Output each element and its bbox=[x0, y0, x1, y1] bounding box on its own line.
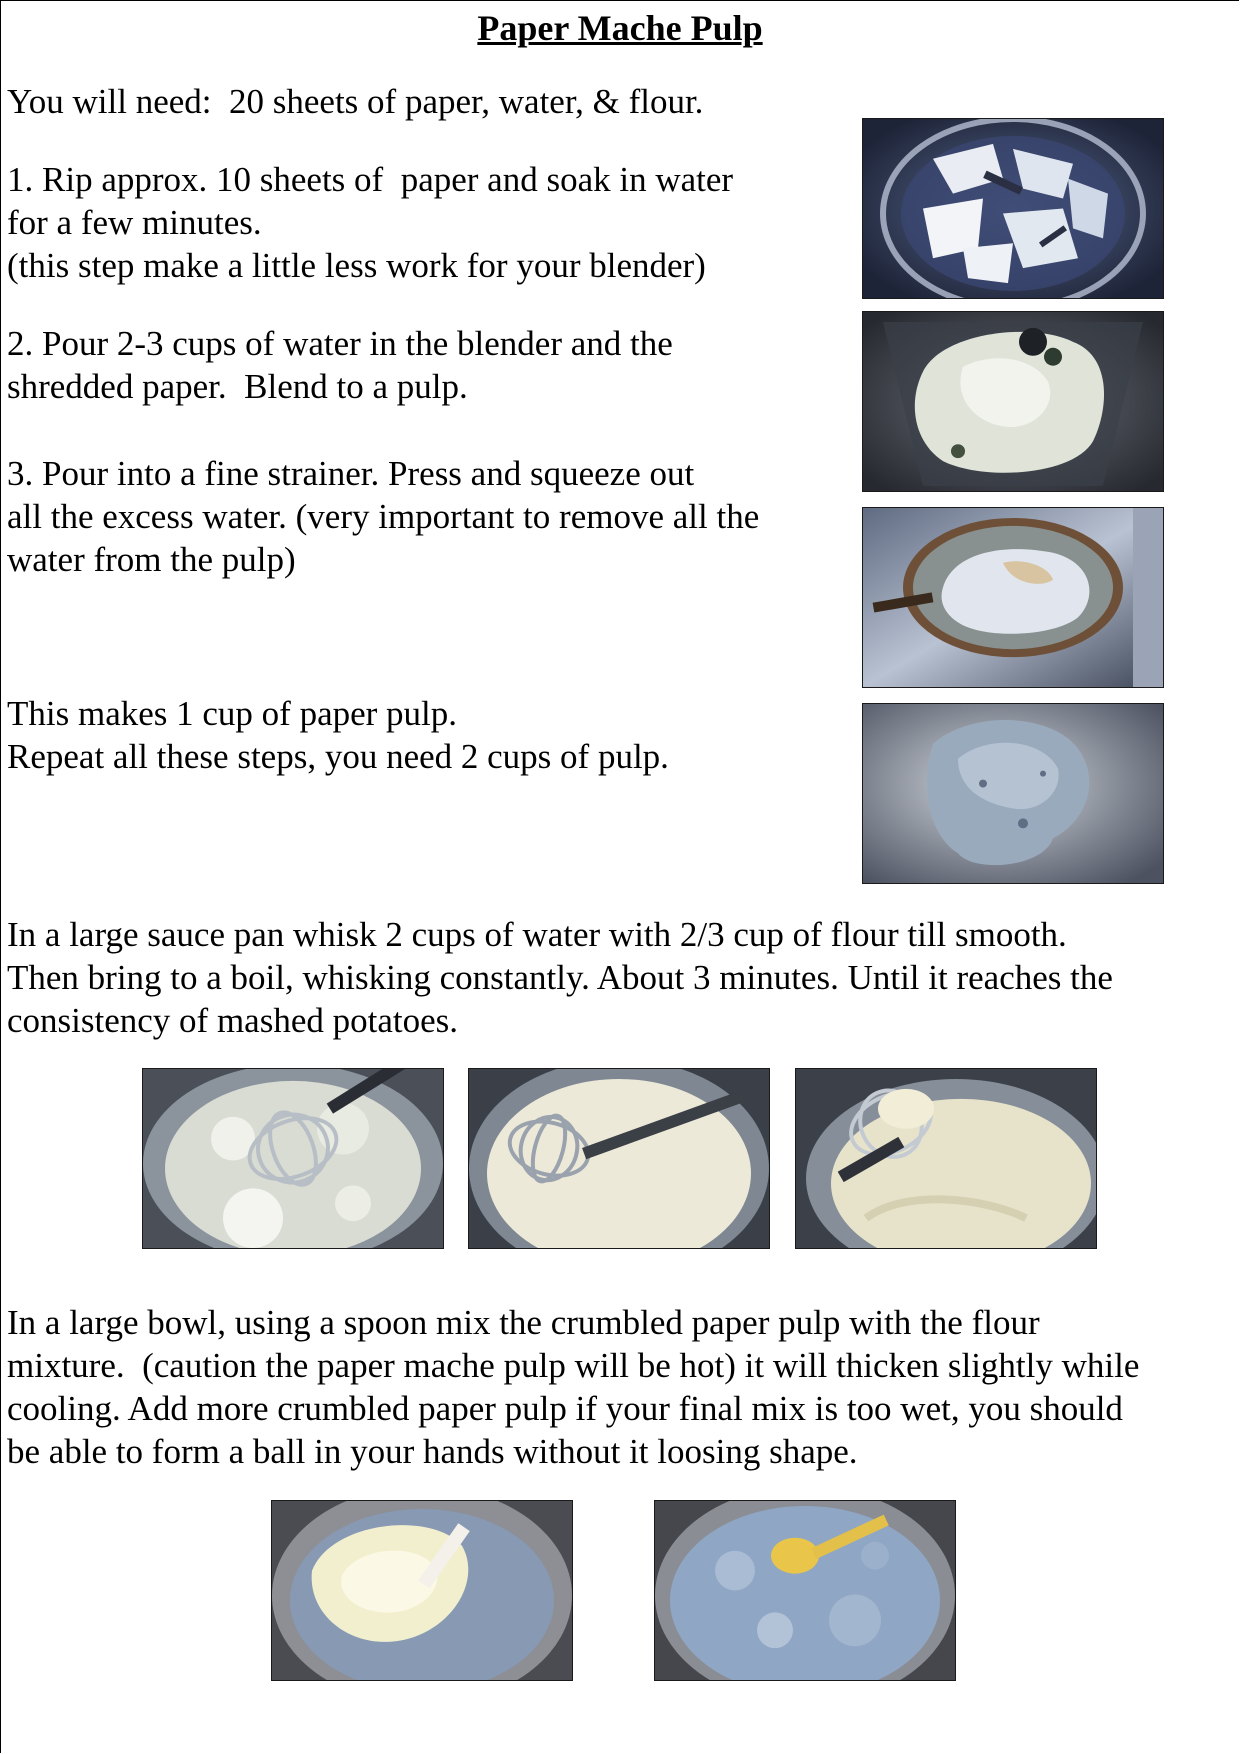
photo-strainer-pulp bbox=[862, 507, 1164, 688]
mix-line-2: mixture. (caution the paper mache pulp will be hot) it will thicken slightly while bbox=[7, 1346, 1140, 1385]
step-3-line-1: 3. Pour into a fine strainer. Press and squeeze out bbox=[7, 454, 695, 493]
step-2-line-1: 2. Pour 2-3 cups of water in the blender and the bbox=[7, 324, 673, 363]
page-title: Paper Mache Pulp bbox=[477, 8, 763, 48]
step-3-line-2: all the excess water. (very important to remove all the bbox=[7, 497, 760, 536]
mix-line-4: be able to form a ball in your hands without it loosing shape. bbox=[7, 1432, 858, 1471]
mix-line-3: cooling. Add more crumbled paper pulp if your final mix is too wet, you should bbox=[7, 1389, 1123, 1428]
photo-blended-pulp bbox=[862, 311, 1164, 492]
flour-line-2: Then bring to a boil, whisking constantly. About 3 minutes. Until it reaches the bbox=[7, 958, 1113, 997]
photo-mix-done bbox=[654, 1500, 956, 1681]
photo-mix-start bbox=[271, 1500, 573, 1681]
mix-line-1: In a large bowl, using a spoon mix the crumbled paper pulp with the flour bbox=[7, 1303, 1040, 1342]
photo-whisk-thick bbox=[795, 1068, 1097, 1249]
step-1-line-1: 1. Rip approx. 10 sheets of paper and soak in water bbox=[7, 160, 734, 199]
step-1-line-3: (this step make a little less work for your blender) bbox=[7, 246, 706, 285]
flour-line-3: consistency of mashed potatoes. bbox=[7, 1001, 459, 1040]
summary-line-1: This makes 1 cup of paper pulp. bbox=[7, 694, 458, 733]
materials-line: You will need: 20 sheets of paper, water, & flour. bbox=[7, 82, 704, 121]
flour-line-1: In a large sauce pan whisk 2 cups of water with 2/3 cup of flour till smooth. bbox=[7, 915, 1067, 954]
photo-whisk-lumpy bbox=[142, 1068, 444, 1249]
step-1-line-2: for a few minutes. bbox=[7, 203, 262, 242]
summary-line-2: Repeat all these steps, you need 2 cups of pulp. bbox=[7, 737, 669, 776]
photo-pulp-ball bbox=[862, 703, 1164, 884]
step-2-line-2: shredded paper. Blend to a pulp. bbox=[7, 367, 468, 406]
photo-soaking-paper bbox=[862, 118, 1164, 299]
photo-whisk-smooth bbox=[468, 1068, 770, 1249]
step-3-line-3: water from the pulp) bbox=[7, 540, 296, 579]
